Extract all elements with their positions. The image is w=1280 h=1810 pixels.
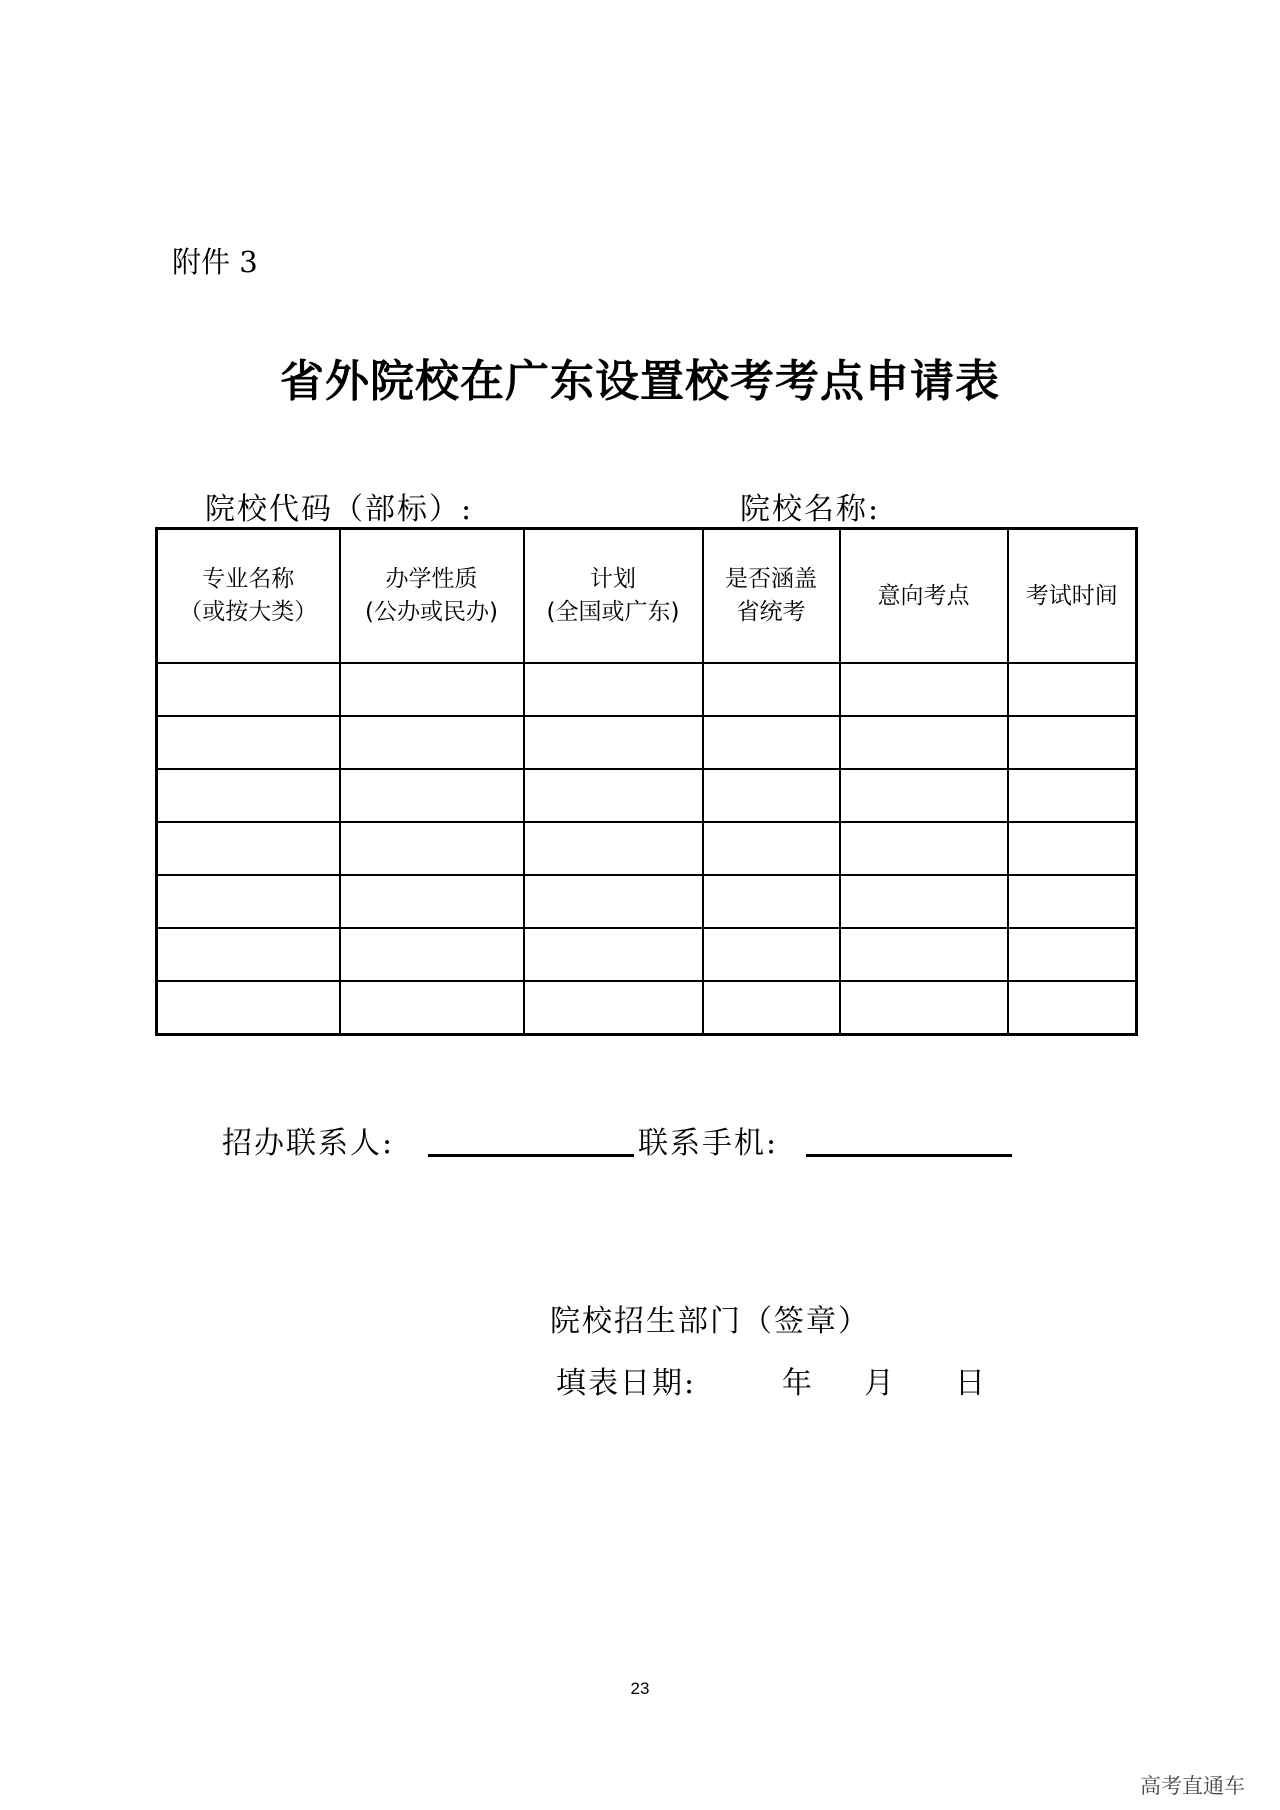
table-cell[interactable]	[840, 875, 1008, 928]
header-text: 计划	[590, 566, 636, 592]
header-text: 意向考点	[877, 582, 970, 609]
table-cell[interactable]	[703, 663, 840, 716]
table-cell[interactable]	[1008, 822, 1137, 875]
department-seal-label: 院校招生部门（签章）	[550, 1304, 870, 1339]
table-row	[157, 716, 1137, 769]
table-cell[interactable]	[340, 769, 524, 822]
table-cell[interactable]	[524, 716, 703, 769]
table-cell[interactable]	[524, 928, 703, 981]
table-cell[interactable]	[1008, 716, 1137, 769]
application-table	[155, 527, 1138, 1036]
table-cell[interactable]	[340, 981, 524, 1035]
form-title: 省外院校在广东设置校考考点申请表	[280, 356, 1000, 407]
table-cell[interactable]	[703, 928, 840, 981]
table-cell[interactable]	[703, 981, 840, 1035]
contact-person-field[interactable]	[428, 1124, 634, 1157]
header-text: 办学性质	[385, 566, 478, 592]
table-cell[interactable]	[340, 875, 524, 928]
header-cell-exam-site	[840, 529, 1008, 664]
page-number: 23	[630, 1679, 650, 1698]
header-text: 考试时间	[1025, 582, 1118, 609]
table-row	[157, 928, 1137, 981]
header-text: 专业名称	[202, 566, 295, 592]
table-cell[interactable]	[340, 663, 524, 716]
table-row	[157, 875, 1137, 928]
header-subtext: (全国或广东)	[546, 599, 680, 625]
date-month-label: 月	[864, 1366, 896, 1401]
table-cell[interactable]	[157, 822, 340, 875]
header-subtext: （或按大类）	[179, 599, 318, 625]
table-cell[interactable]	[157, 875, 340, 928]
contact-phone-field[interactable]	[806, 1124, 1012, 1157]
header-cell-exam-time	[1008, 529, 1137, 664]
header-text: 是否涵盖	[725, 566, 817, 592]
table-cell[interactable]	[157, 769, 340, 822]
table-cell[interactable]	[1008, 769, 1137, 822]
school-code-label: 院校代码（部标）:	[205, 492, 474, 527]
table-cell[interactable]	[340, 716, 524, 769]
table-cell[interactable]	[703, 875, 840, 928]
table-cell[interactable]	[840, 769, 1008, 822]
table-cell[interactable]	[1008, 663, 1137, 716]
table-cell[interactable]	[524, 981, 703, 1035]
contact-phone-label: 联系手机:	[638, 1126, 779, 1161]
table-cell[interactable]	[703, 716, 840, 769]
watermark: 高考直通车	[1140, 1774, 1245, 1798]
contact-person-label: 招办联系人:	[222, 1126, 395, 1161]
table-cell[interactable]	[1008, 928, 1137, 981]
table-cell[interactable]	[340, 822, 524, 875]
header-subtext: (公办或民办)	[365, 599, 498, 625]
table-cell[interactable]	[840, 928, 1008, 981]
table-cell[interactable]	[703, 769, 840, 822]
header-cell-major	[157, 529, 340, 664]
header-cell-school-type	[340, 529, 524, 664]
fill-date-label: 填表日期:	[556, 1366, 697, 1401]
date-day-label: 日	[955, 1366, 987, 1401]
table-row	[157, 663, 1137, 716]
school-name-label: 院校名称:	[740, 492, 881, 527]
date-year-label: 年	[782, 1366, 814, 1401]
table-cell[interactable]	[840, 716, 1008, 769]
table-cell[interactable]	[524, 663, 703, 716]
header-cell-plan	[524, 529, 703, 664]
table-cell[interactable]	[157, 981, 340, 1035]
table-cell[interactable]	[157, 716, 340, 769]
table-row	[157, 769, 1137, 822]
table-header-row	[157, 529, 1137, 664]
table-cell[interactable]	[840, 822, 1008, 875]
header-cell-provincial-exam	[703, 529, 840, 664]
table-cell[interactable]	[1008, 875, 1137, 928]
attachment-label: 附件 3	[172, 245, 258, 279]
table-cell[interactable]	[157, 928, 340, 981]
table-row	[157, 822, 1137, 875]
table-cell[interactable]	[524, 822, 703, 875]
table-cell[interactable]	[524, 769, 703, 822]
table-row	[157, 981, 1137, 1035]
table-cell[interactable]	[1008, 981, 1137, 1035]
table-cell[interactable]	[340, 928, 524, 981]
table-cell[interactable]	[840, 981, 1008, 1035]
table-cell[interactable]	[703, 822, 840, 875]
table-cell[interactable]	[157, 663, 340, 716]
table-cell[interactable]	[524, 875, 703, 928]
table-cell[interactable]	[840, 663, 1008, 716]
header-subtext: 省统考	[736, 599, 806, 625]
